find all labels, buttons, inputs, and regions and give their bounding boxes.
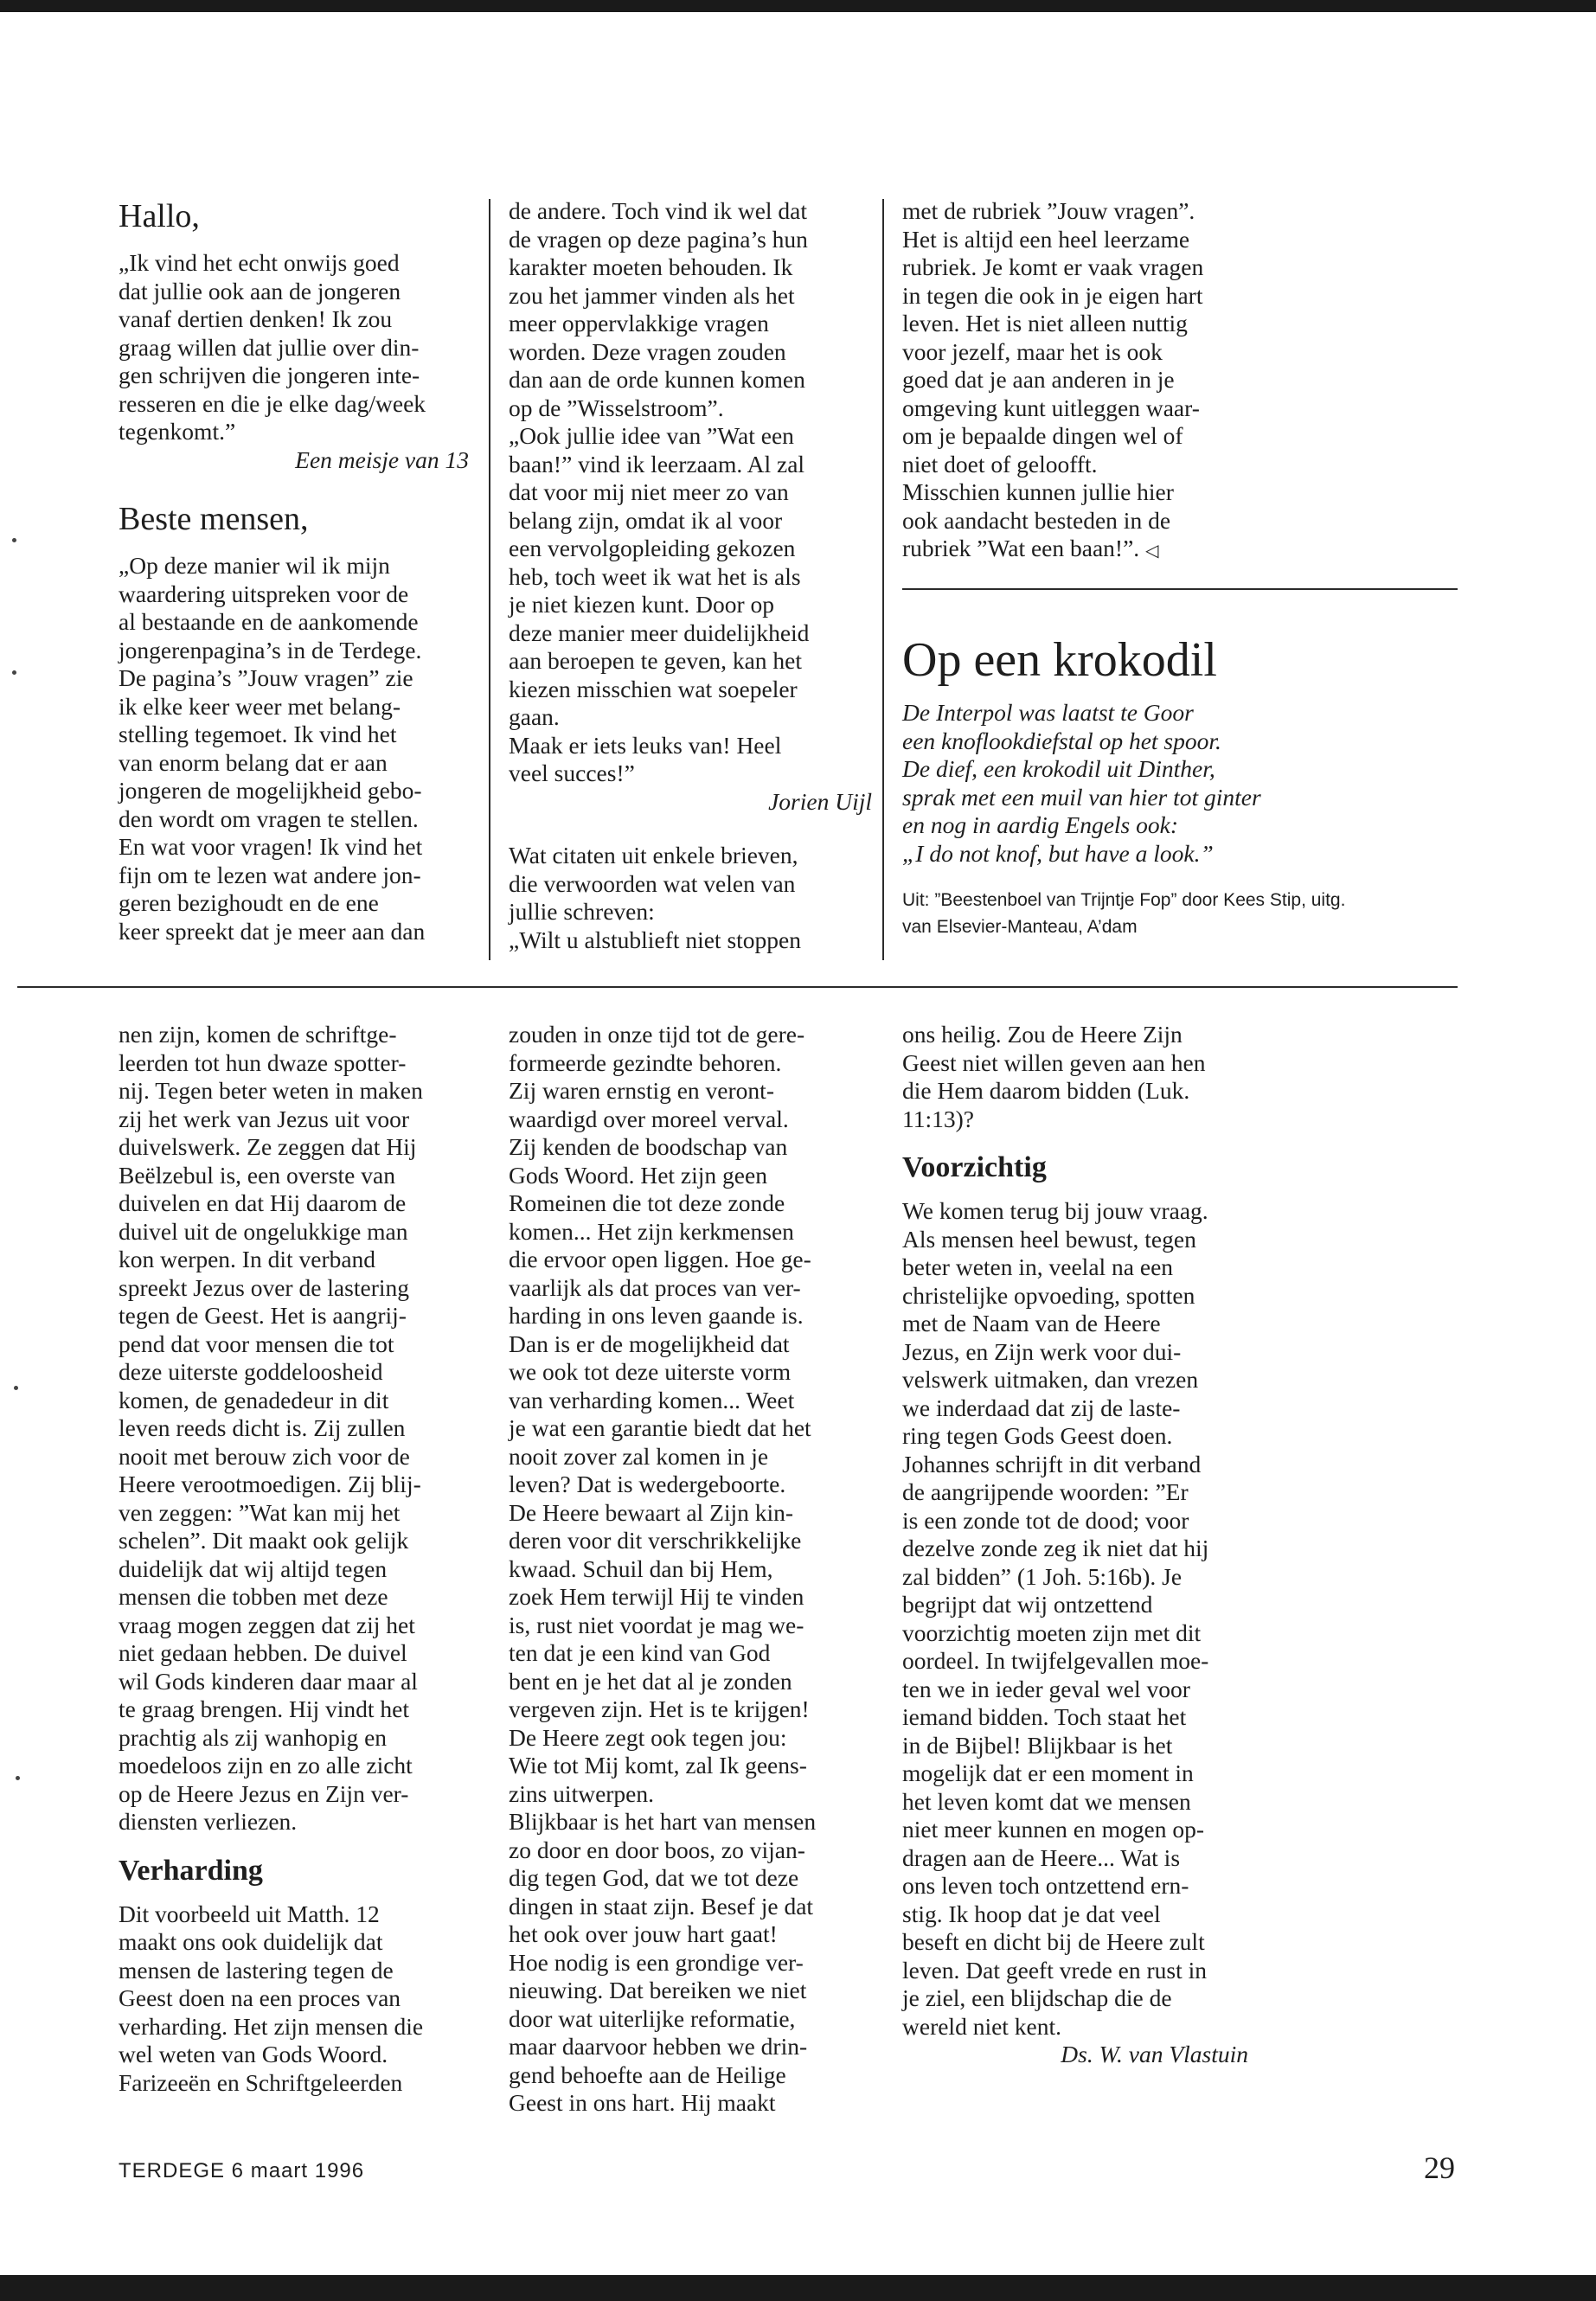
signature-author: Ds. W. van Vlastuin — [1061, 2041, 1248, 2067]
top-scan-border — [0, 0, 1596, 12]
col2-bottom — [509, 1021, 872, 2118]
poem-text: De Interpol was laatst te Goor een knoflookdiefstal op het spoor. De dief, een krokodil uit Dinther, sprak met een muil van hier tot ginter en nog in aardig Engels ook: „I do not knof, but have a look.” — [902, 699, 1261, 867]
section-divider — [17, 986, 1458, 988]
poem-box-top-rule — [902, 588, 1458, 590]
col3-bottom — [902, 1021, 1266, 2069]
poem-box — [902, 633, 1456, 940]
quotes-intro: Wat citaten uit enkele brieven, die verwoorden wat velen van jullie schreven: „Wilt u alstublieft niet stoppen — [509, 842, 801, 953]
col1-top — [119, 197, 469, 945]
col1-bottom — [119, 1021, 473, 2097]
end-mark-icon: ◁ — [1145, 542, 1159, 561]
publication-footer: TERDEGE 6 maart 1996 — [119, 2159, 365, 2182]
greeting-beste-mensen: Beste mensen, — [119, 501, 309, 537]
body-text-five: We komen terug bij jouw vraag. Als mensen heel bewust, tegen beter weten in, veelal na een christelijke opvoeding, spotten met de Naam van de Heere Jezus, en Zijn werk voor dui- velswerk uitmaken, dan vrezen we inderdaad dat zij de laste- ring tegen Gods Geest doen. Johannes schrijft in dit verband de aangrijpende woorden: ”Er is een zonde tot de dood; voor dezelve zonde zeg ik niet dat hij zal bidden” (1 Joh. 5:16b). Je begrijpt dat wij ontzettend voorzichtig moeten zijn met dit oordeel. In twijfelgevallen moe- ten we in ieder geval wel voor iemand bidden. Toch staat het in de Bijbel! Blijkbaar is het mogelijk dat er een moment in het leven komt dat we mensen niet meer kunnen en mogen op- dragen aan de Heere... Wat is ons leven toch ontzettend ern- stig. Ik hoop dat je dat veel beseft en dicht bij de Heere zult leven. Dat geeft vrede en rust in je ziel, een blijdschap die de wereld niet kent. — [902, 1197, 1209, 2040]
body-text-one: nen zijn, komen de schriftge- leerden tot hun dwaze spotter- nij. Tegen beter weten in maken zij het werk van Jezus uit voor duivelswerk. Ze zeggen dat Hij Beëlzebul is, een overste van duivelen en dat Hij daarom de duivel uit de ongelukkige man kon werpen. In dit verband spreekt Jezus over de lastering tegen de Geest. Het is aangrij- pend dat voor mensen die tot deze uiterste goddeloosheid komen, de genadedeur in dit leven reeds dicht is. Zij zullen nooit met berouw zich voor de Heere verootmoedigen. Zij blij- ven zeggen: ”Wat kan mij het schelen”. Dit maakt ook gelijk duidelijk dat wij altijd tegen mensen die tobben met deze vraag mogen zeggen dat zij het niet gedaan hebben. De duivel wil Gods kinderen daar maar al te graag brengen. Hij vindt het prachtig als zij wanhopig en moedeloos zijn en zo alle zicht op de Heere Jezus en Zijn ver- diensten verliezen. — [119, 1021, 423, 1835]
poem-source: Uit: ”Beestenboel van Trijntje Fop” door Kees Stip, uitg. van Elsevier-Manteau, A’dam — [902, 890, 1346, 937]
letter-four-text: met de rubriek ”Jouw vragen”. Het is altijd een heel leerzame rubriek. Je komt er vaak vragen in tegen die ook in je eigen hart leven. Het is niet alleen nuttig voor jezelf, maar het is ook goed dat je aan anderen in je omgeving kunt uitleggen waar- om je bepaalde dingen wel of niet doet of geloofft. Misschien kunnen jullie hier ook aandacht besteden in de rubriek ”Wat een baan!”. — [902, 197, 1204, 561]
scan-speck — [16, 1776, 20, 1780]
heading-verharding: Verharding — [119, 1854, 263, 1887]
signature-jorien: Jorien Uijl — [768, 787, 872, 815]
scan-speck — [12, 538, 16, 542]
body-text-two: Dit voorbeeld uit Matth. 12 maakt ons ook duidelijk dat mensen de lastering tegen de Geest doen na een proces van verharding. Het zijn mensen die wel weten van Gods Woord. Farizeeën en Schriftgeleerden — [119, 1900, 424, 2096]
poem-title: Op een krokodil — [902, 633, 1217, 687]
body-text-three: zouden in onze tijd tot de gere- formeerde gezindte behoren. Zij waren ernstig en veront- waardigd over moreel verval. Zij kenden de boodschap van Gods Woord. Het zijn geen Romeinen die tot deze zonde komen... Het zijn kerkmensen die ervoor open liggen. Hoe ge- vaarlijk als dat proces van ver- harding in ons leven gaande is. Dan is er de mogelijkheid dat we ook tot deze uiterste vorm van verharding komen... Weet je wat een garantie biedt dat het nooit zover zal komen in je leven? Dat is wedergeboorte. De Heere bewaart al Zijn kin- deren voor dit verschrikkelijke kwaad. Schuil dan bij Hem, zoek Hem terwijl Hij te vinden is, rust niet voordat je mag we- ten dat je een kind van God bent en je het dat al je zonden vergeven zijn. Het is te krijgen! De Heere zegt ook tegen jou: Wie tot Mij komt, zal Ik geens- zins uitwerpen. Blijkbaar is het hart van mensen zo door en door boos, zo vijan- dig tegen God, dat we tot deze dingen in staat zijn. Besef je dat het ook over jouw hart gaat! Hoe nodig is een grondige ver- nieuwing. Dat bereiken we niet door wat uiterlijke reformatie, maar daarvoor hebben we drin- gend behoefte aan de Heilige Geest in ons hart. Hij maakt — [509, 1021, 817, 2116]
column-divider-1 — [489, 199, 490, 960]
scan-speck — [14, 1386, 18, 1390]
body-text-four: ons heilig. Zou de Heere Zijn Geest niet willen geven aan hen die Hem daarom bidden (Luk. 11:13)? — [902, 1021, 1206, 1132]
greeting-hallo: Hallo, — [119, 198, 200, 234]
letter-three: de andere. Toch vind ik wel dat de vragen op deze pagina’s hun karakter moeten behouden. Ik zou het jammer vinden als het meer oppervlakkige vragen worden. Deze vragen zouden dan aan de orde kunnen komen op de ”Wisselstroom”. „Ook jullie idee van ”Wat een baan!” vind ik leerzaam. Al zal dat voor mij niet meer zo van belang zijn, omdat ik al voor een vervolgopleiding gekozen heb, toch weet ik wat het is als je niet kiezen kunt. Door op deze manier meer duidelijkheid aan beroepen te geven, kan het kiezen misschien wat soepeler gaan. Maak er iets leuks van! Heel veel succes!” — [509, 197, 810, 786]
letter-four — [902, 197, 1456, 566]
page-number: 29 — [1424, 2150, 1455, 2185]
col3-top — [902, 197, 1456, 566]
col2-top — [509, 197, 872, 954]
scan-speck — [12, 670, 16, 675]
letter-one: „Ik vind het echt onwijs goed dat jullie ook aan de jongeren vanaf dertien denken! Ik zou graag willen dat jullie over din- gen schrijven die jongeren inte- resseren en die je elke dag/week tegenkomt.” — [119, 249, 426, 445]
bottom-scan-border — [0, 2275, 1596, 2301]
letter-two: „Op deze manier wil ik mijn waardering uitspreken voor de al bestaande en de aankomende jongerenpagina’s in de Terdege. De pagina’s ”Jouw vragen” zie ik elke keer weer met belang- stelling tegemoet. Ik vind het van enorm belang dat er aan jongeren de mogelijkheid gebo- den wordt om vragen te stellen. En wat voor vragen! Ik vind het fijn om te lezen wat andere jon- geren bezighoudt en de ene keer spreekt dat je meer aan dan — [119, 552, 426, 945]
heading-voorzichtig: Voorzichtig — [902, 1151, 1047, 1183]
signature-one: Een meisje van 13 — [295, 445, 469, 473]
column-divider-2 — [882, 199, 884, 960]
